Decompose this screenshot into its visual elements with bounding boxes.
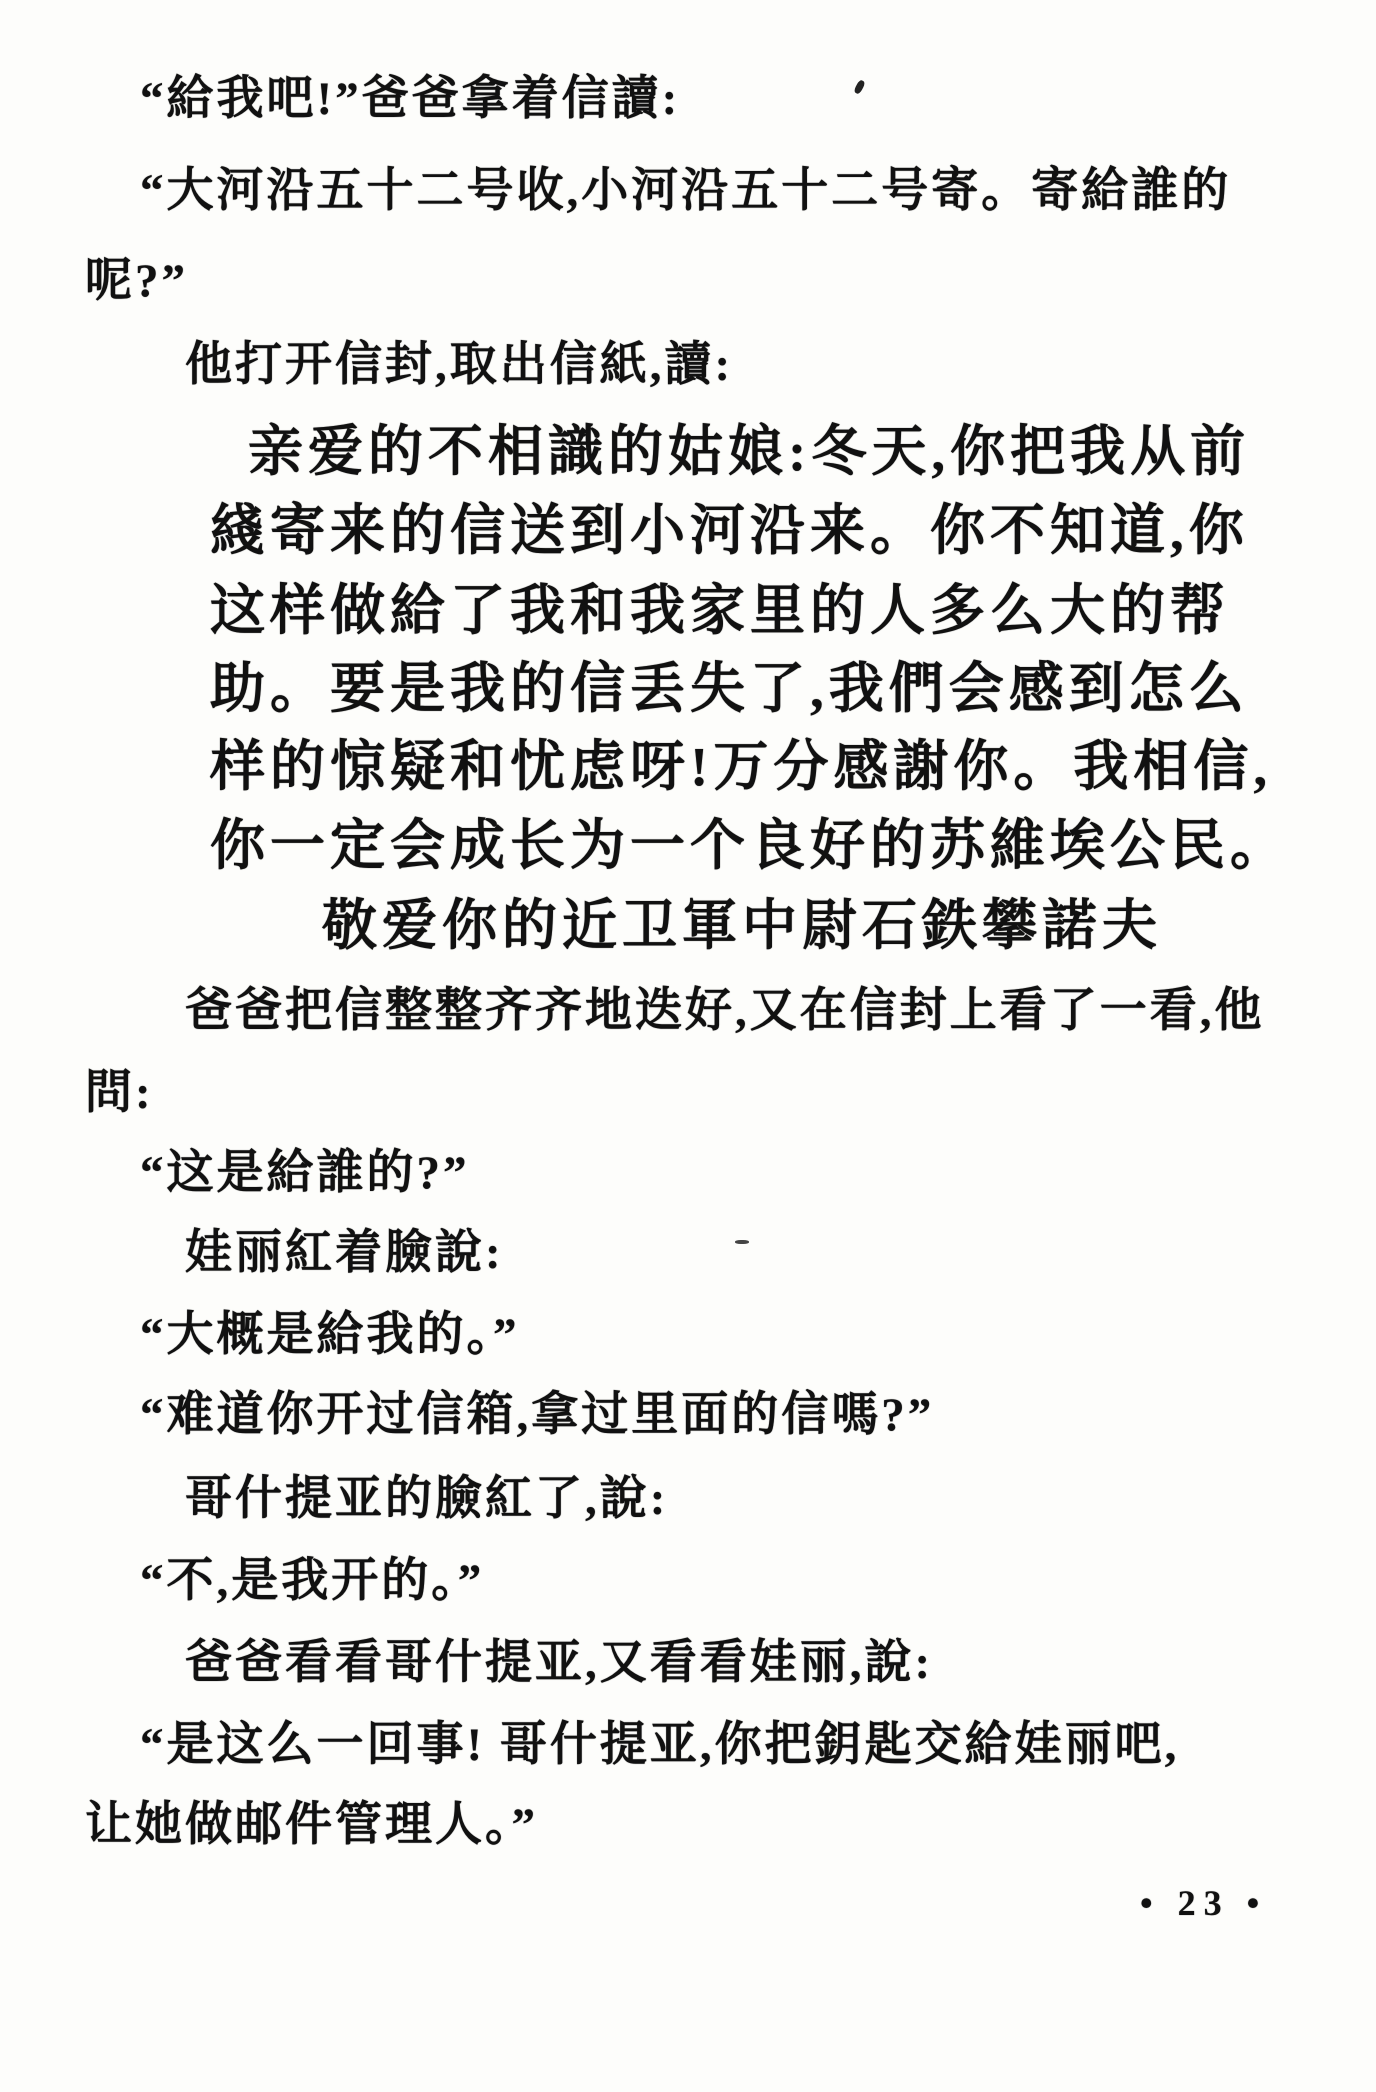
dialogue-line: “大概是給我的。”	[140, 1309, 520, 1361]
narration-line: 爸爸看看哥什提亚,又看看娃丽,說:	[185, 1637, 934, 1689]
dialogue-line: “不,是我开的。”	[140, 1555, 485, 1607]
ink-speck	[853, 79, 866, 95]
dialogue-line: “給我吧!”爸爸拿着信讀:	[140, 73, 681, 125]
narration-line: 他打开信封,取出信紙,讀:	[185, 339, 734, 391]
dialogue-line: “这是給誰的?”	[140, 1147, 470, 1199]
letter-line: 綫寄来的信送到小河沿来。你不知道,你	[210, 500, 1249, 561]
narration-line: 哥什提亚的臉紅了,說:	[185, 1473, 669, 1525]
letter-line: 这样做給了我和我家里的人多么大的帮	[210, 580, 1231, 641]
dialogue-line: “是这么一回事! 哥什提亚,你把鈅匙交給娃丽吧,	[140, 1719, 1180, 1771]
letter-signature-line: 敬爱你的近卫軍中尉石鉄攀諾夫	[322, 895, 1163, 956]
dialogue-line: 呢?”	[85, 255, 188, 307]
ink-speck	[735, 1240, 749, 1244]
dialogue-line: 让她做邮件管理人。”	[85, 1799, 538, 1851]
narration-line: 娃丽紅着臉說:	[185, 1227, 504, 1279]
page-number: • 23 •	[1140, 1883, 1268, 1923]
letter-line: 亲爱的不相識的姑娘:冬天,你把我从前	[248, 421, 1251, 482]
letter-line: 助。要是我的信丢失了,我們会感到怎么	[210, 658, 1249, 719]
letter-line: 你一定会成长为一个良好的苏維埃公民。	[210, 815, 1291, 876]
narration-line: 爸爸把信整整齐齐地迭好,又在信封上看了一看,他	[185, 985, 1265, 1037]
dialogue-line: “大河沿五十二号收,小河沿五十二号寄。寄給誰的	[140, 165, 1232, 217]
dialogue-line: “难道你开过信箱,拿过里面的信嗎?”	[140, 1389, 935, 1441]
narration-line: 問:	[85, 1067, 154, 1119]
letter-line: 样的惊疑和忧虑呀!万分感謝你。我相信,	[210, 736, 1273, 797]
